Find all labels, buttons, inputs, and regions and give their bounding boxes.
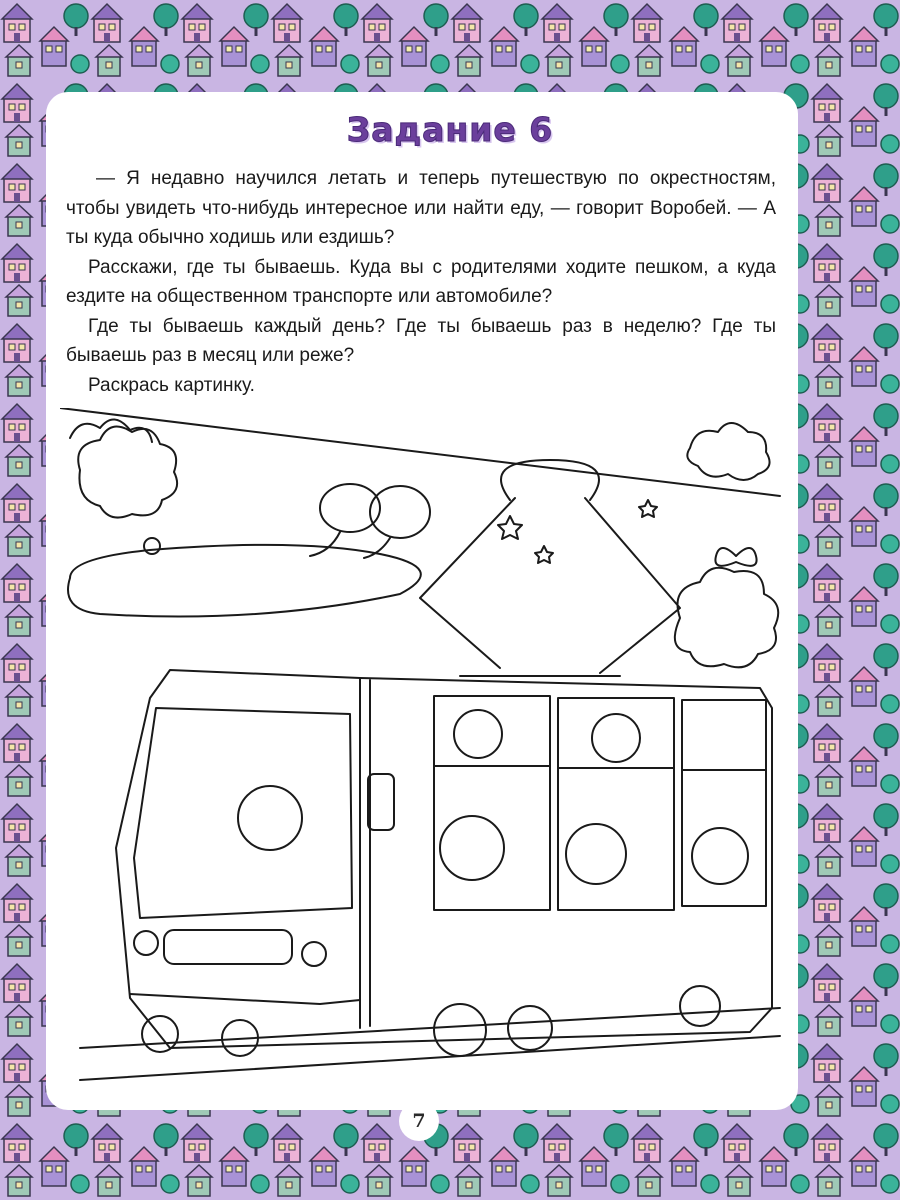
passenger-girl (692, 828, 748, 884)
page-title-text: Задание 6 (346, 110, 554, 149)
star-3 (535, 546, 553, 563)
flower (144, 538, 160, 554)
star-1 (498, 516, 522, 539)
front-panel (164, 930, 292, 964)
page-number: 7 (399, 1101, 439, 1141)
tram-stop-roof (68, 545, 421, 617)
side-mirror (368, 774, 394, 830)
butterfly (715, 548, 756, 566)
overhead-wire (60, 408, 780, 496)
wheel-rear-1 (434, 1004, 486, 1056)
front-bumper (130, 994, 360, 1004)
headlight-left (134, 931, 158, 955)
paragraph-1: — Я недавно научился летать и теперь путешествую по окрестностям, чтобы увидеть что-нибудь интересное или найти еду, — говорит Воробей. — А ты куда обычно ходишь или ездишь? (66, 168, 776, 248)
window-2 (558, 698, 674, 910)
wheel-rear-2 (508, 1006, 552, 1050)
passenger-driver (238, 786, 302, 850)
windshield (134, 708, 352, 918)
paragraph-2: Расскажи, где ты бываешь. Куда вы с родителями ходите пешком, а куда ездите на общественном транспорте или автомобиле? (66, 256, 776, 307)
trees-right (675, 568, 778, 668)
bush-left (78, 427, 177, 518)
window-3 (682, 700, 766, 906)
page-title (0, 110, 900, 149)
pantograph (420, 460, 680, 676)
window-1 (434, 696, 550, 910)
window-dividers (434, 766, 766, 770)
passenger-curly-child (566, 824, 626, 884)
paragraph-3: Где ты бываешь каждый день? Где ты бываешь раз в неделю? Где ты бываешь раз в месяц или реже? (66, 315, 776, 366)
wheel-rear-3 (680, 986, 720, 1026)
tram-roof-line (360, 678, 370, 1028)
tram-coloring-picture (60, 408, 790, 1098)
rails (80, 1008, 780, 1080)
passenger-man (454, 710, 502, 758)
cloud-right (687, 423, 769, 480)
passenger-boy (440, 816, 504, 880)
star-2 (639, 500, 657, 517)
headlight-right (302, 942, 326, 966)
cloud-left (70, 419, 152, 442)
paragraph-4: Раскрась картинку. (88, 374, 255, 396)
passenger-woman (592, 714, 640, 762)
task-text (66, 164, 776, 400)
